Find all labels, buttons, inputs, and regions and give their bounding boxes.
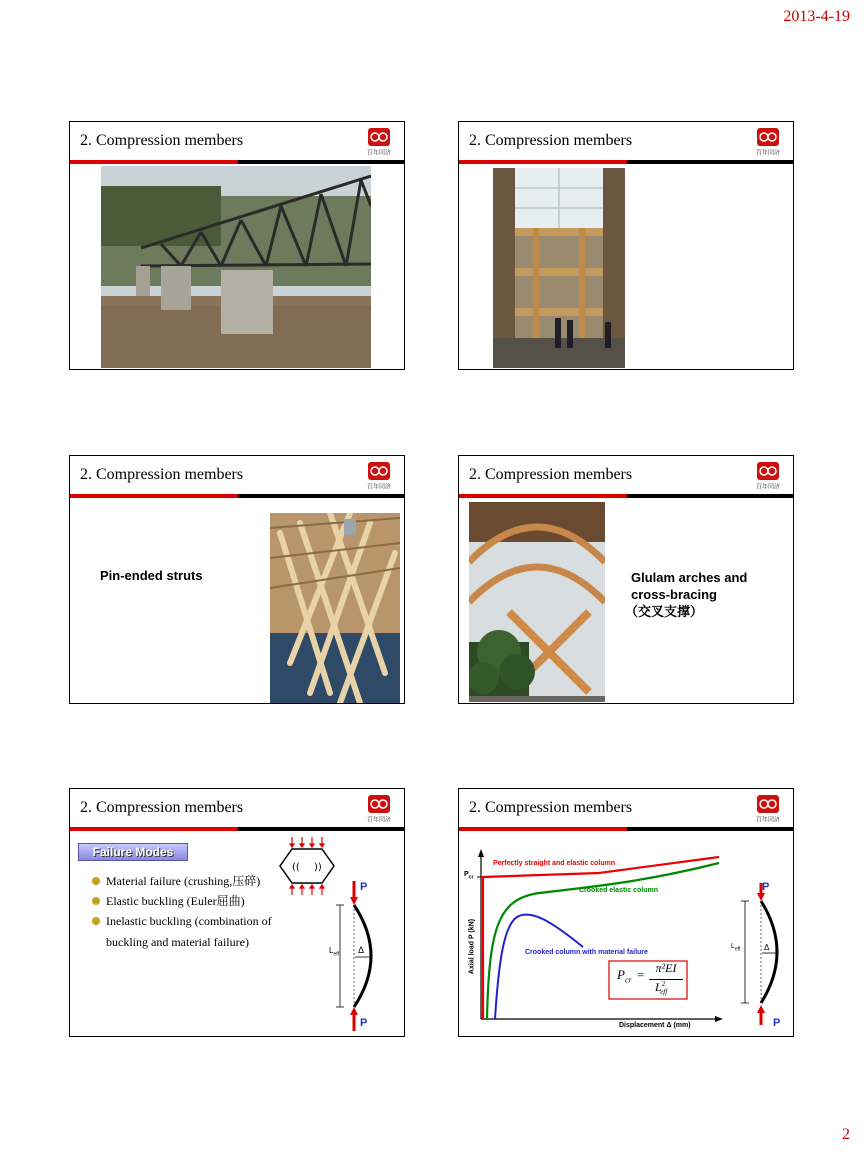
y-axis-label: Axial load P (kN): [468, 918, 476, 975]
slide-4: [458, 455, 794, 704]
slide-title: 2. Compression members: [469, 799, 633, 816]
failure-modes-badge: Failure Modes: [78, 843, 188, 861]
svg-text:百年同济: 百年同济: [366, 149, 392, 156]
slide-title: 2. Compression members: [80, 132, 244, 149]
svg-text:百年同济: 百年同济: [755, 149, 781, 156]
slide-title: 2. Compression members: [80, 466, 244, 483]
university-centennial-logo-icon: [366, 462, 392, 490]
university-centennial-logo-icon: [755, 462, 781, 490]
curve-label-material: Crooked column with material failure: [525, 949, 648, 956]
buckled-column-diagram: [741, 883, 777, 1025]
bullet-inelastic-buckling-cont: buckling and material failure): [106, 935, 249, 949]
slide-title: 2. Compression members: [469, 132, 633, 149]
bullet-material-failure: Material failure (crushing,压碎): [92, 871, 322, 891]
x-axis-label: Displacement Δ (mm): [619, 1022, 691, 1029]
university-centennial-logo-icon: [366, 128, 392, 156]
page-date: 2013-4-19: [783, 8, 850, 25]
pin-ended-struts-label: Pin-ended struts: [100, 568, 203, 583]
title-underline: [459, 827, 793, 831]
bullet-elastic-buckling: Elastic buckling (Euler屈曲): [92, 891, 322, 911]
svg-text:百年同济: 百年同济: [366, 816, 392, 823]
load-label-bottom: P: [360, 1017, 368, 1029]
curve-label-crooked: Crooked elastic column: [579, 887, 658, 894]
slide-6: [458, 788, 794, 1037]
pin-ended-struts-photo: [270, 513, 400, 703]
slide-1: [69, 121, 405, 370]
load-label-top: P: [762, 881, 770, 893]
euler-formula: $P_{cr}$ =: [617, 967, 645, 985]
load-label-bottom: P: [773, 1017, 781, 1029]
load-label-top: P: [360, 881, 368, 893]
effective-length-label: $L_{eff}$: [731, 943, 741, 953]
title-underline: [70, 160, 404, 164]
formula-lhs: P: [617, 967, 625, 982]
university-centennial-logo-icon: [755, 795, 781, 823]
glulam-label-line2: cross-bracing: [631, 587, 717, 602]
title-underline: [70, 827, 404, 831]
timber-atrium-photo: [493, 168, 625, 368]
glulam-label-line1: Glulam arches and: [631, 570, 748, 585]
bullet-inelastic-buckling: Inelastic buckling (combination of: [92, 911, 322, 931]
slide-title: 2. Compression members: [469, 466, 633, 483]
svg-text:百年同济: 百年同济: [755, 483, 781, 490]
curve-material-failure: [495, 915, 583, 1019]
curve-label-straight: Perfectly straight and elastic column: [493, 860, 616, 867]
university-centennial-logo-icon: [755, 128, 781, 156]
steel-truss-bridge-photo: [101, 166, 371, 368]
effective-length-label: $L_{eff}$: [329, 946, 339, 958]
slide-2: [458, 121, 794, 370]
svg-text:百年同济: 百年同济: [366, 483, 392, 490]
slide-title: 2. Compression members: [80, 799, 244, 816]
formula-numerator: π²EI: [655, 961, 677, 975]
svg-text:((: ((: [292, 862, 300, 873]
formula-denominator: $L^2_{eff}$: [655, 980, 668, 997]
pcr-axis-label: $P_{cr}$: [464, 871, 474, 881]
svg-text:百年同济: 百年同济: [755, 816, 781, 823]
glulam-arches-photo: [469, 502, 605, 702]
page-number: 2: [842, 1126, 850, 1143]
glulam-label-line3: （交叉支撑）: [625, 604, 704, 619]
slide-5: [69, 788, 405, 1037]
delta-label: Δ: [358, 945, 365, 955]
svg-text:)): )): [314, 862, 322, 873]
slide-3: [69, 455, 405, 704]
university-centennial-logo-icon: [366, 795, 392, 823]
delta-label: Δ: [764, 943, 770, 952]
title-underline: [459, 494, 793, 498]
title-underline: [70, 494, 404, 498]
title-underline: [459, 160, 793, 164]
